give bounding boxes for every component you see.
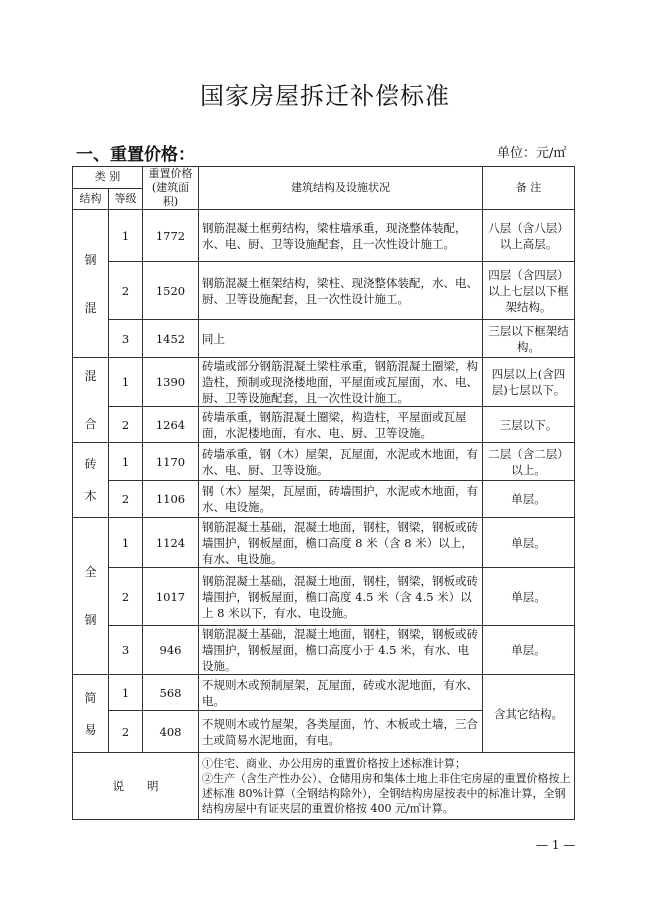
grade-cell: 2 <box>109 262 143 320</box>
header-category: 类 别 <box>73 167 143 189</box>
description-cell: 砖墙或部分钢筋混凝土梁柱承重，钢筋混凝土圈梁，构造柱，预制或现浇楼地面，平屋面或瓦屋面，水、电、厨、卫等设施配套，且一次性设计施工。 <box>199 358 483 407</box>
header-remark: 备 注 <box>483 167 575 210</box>
description-cell: 同上 <box>199 320 483 358</box>
remark-cell: 二层（含二层）以上。 <box>483 443 575 481</box>
grade-cell: 2 <box>109 407 143 443</box>
grade-cell: 3 <box>109 320 143 358</box>
table-row <box>73 481 575 518</box>
table-row <box>73 626 575 675</box>
price-cell: 408 <box>143 711 199 753</box>
remark-cell: 八层（含八层）以上高层。 <box>483 210 575 262</box>
price-cell: 1264 <box>143 407 199 443</box>
structure-cell: 混 合 <box>73 358 109 443</box>
price-cell: 1106 <box>143 481 199 518</box>
grade-cell: 2 <box>109 481 143 518</box>
grade-cell: 2 <box>109 711 143 753</box>
structure-cell: 简 易 <box>73 675 109 753</box>
remark-cell: 单层。 <box>483 518 575 568</box>
section-heading: 一、重置价格： <box>76 145 195 165</box>
structure-cell: 全 钢 <box>73 518 109 675</box>
remark-cell: 单层。 <box>483 481 575 518</box>
grade-cell: 1 <box>109 358 143 407</box>
grade-cell: 1 <box>109 518 143 568</box>
document-title: 国家房屋拆迁补偿标准 <box>200 82 450 110</box>
price-cell: 1772 <box>143 210 199 262</box>
grade-cell: 2 <box>109 568 143 626</box>
table-row <box>73 443 575 481</box>
description-cell: 钢筋混凝土基础，混凝土地面，钢柱，钢梁，钢板或砖墙围护，钢板屋面，檐口高度 4.5 米（含 4.5 米）以上 8 米以下，有水、电设施。 <box>199 568 483 626</box>
structure-cell: 砖 木 <box>73 443 109 518</box>
remark-cell: 含其它结构。 <box>483 675 575 753</box>
note-2: ②生产（含生产性办公）、仓储用房和集体土地上非住宅房屋的重置价格按上述标准 80%计算（全钢结构除外），全钢结构房屋按表中的标准计算，全钢结构房屋中有证夹层的重置价格按 400 元/㎡计算。 <box>202 772 571 815</box>
header-description: 建筑结构及设施状况 <box>199 167 483 210</box>
table-row <box>73 518 575 568</box>
header-price: 重置价格 (建筑面积) <box>143 167 199 210</box>
price-cell: 1390 <box>143 358 199 407</box>
header-structure: 结构 <box>73 188 109 210</box>
description-cell: 砖墙承重，钢（木）屋架，瓦屋面，水泥或木地面，有水、电、厨、卫等设施。 <box>199 443 483 481</box>
description-cell: 钢筋混凝土基础，混凝土地面，钢柱，钢梁，钢板或砖墙围护，钢板屋面，檐口高度 8 米（含 8 米）以上，有水、电设施。 <box>199 518 483 568</box>
table-row <box>73 675 575 711</box>
notes-label: 说 明 <box>73 753 199 820</box>
table-row <box>73 262 575 320</box>
remark-cell: 单层。 <box>483 626 575 675</box>
remark-cell: 三层以下。 <box>483 407 575 443</box>
remark-cell: 四层（含四层）以上七层以下框架结构。 <box>483 262 575 320</box>
table-row <box>73 210 575 262</box>
price-cell: 1520 <box>143 262 199 320</box>
description-cell: 钢筋混凝土框架结构，梁柱、现浇整体装配，水、电、厨、卫等设施配套，且一次性设计施工。 <box>199 262 483 320</box>
grade-cell: 1 <box>109 675 143 711</box>
grade-cell: 3 <box>109 626 143 675</box>
note-1: ①住宅、商业、办公用房的重置价格按上述标准计算； <box>202 757 466 770</box>
description-cell: 不规则木或预制屋架，瓦屋面，砖或水泥地面，有水、电。 <box>199 675 483 711</box>
price-cell: 1124 <box>143 518 199 568</box>
description-cell: 钢筋混凝土基础，混凝土地面，钢柱，钢梁，钢板或砖墙围护，钢板屋面，檐口高度小于 4.5 米，有水、电设施。 <box>199 626 483 675</box>
table-row <box>73 407 575 443</box>
remark-cell: 三层以下框架结构。 <box>483 320 575 358</box>
grade-cell: 1 <box>109 443 143 481</box>
price-cell: 568 <box>143 675 199 711</box>
price-cell: 946 <box>143 626 199 675</box>
unit-label: 单位：元/㎡ <box>497 146 567 161</box>
structure-cell: 钢 混 <box>73 210 109 358</box>
remark-cell: 四层以上(含四层)七层以下。 <box>483 358 575 407</box>
page-number: — 1 — <box>536 838 576 852</box>
description-cell: 钢（木）屋架，瓦屋面，砖墙围护，水泥或木地面，有水、电设施。 <box>199 481 483 518</box>
price-table <box>72 166 575 820</box>
price-cell: 1452 <box>143 320 199 358</box>
price-cell: 1017 <box>143 568 199 626</box>
table-row <box>73 568 575 626</box>
grade-cell: 1 <box>109 210 143 262</box>
notes-text <box>199 753 575 820</box>
description-cell: 钢筋混凝土框剪结构，梁柱墙承重，现浇整体装配，水、电、厨、卫等设施配套，且一次性设计施工。 <box>199 210 483 262</box>
table-row <box>73 358 575 407</box>
remark-cell: 单层。 <box>483 568 575 626</box>
description-cell: 不规则木或竹屋架，各类屋面，竹、木板或土墙，三合土或简易水泥地面，有电。 <box>199 711 483 753</box>
description-cell: 砖墙承重，钢筋混凝土圈梁，构造柱，平屋面或瓦屋面，水泥楼地面，有水、电、厨、卫等设施。 <box>199 407 483 443</box>
price-cell: 1170 <box>143 443 199 481</box>
header-grade: 等级 <box>109 188 143 210</box>
table-row <box>73 320 575 358</box>
